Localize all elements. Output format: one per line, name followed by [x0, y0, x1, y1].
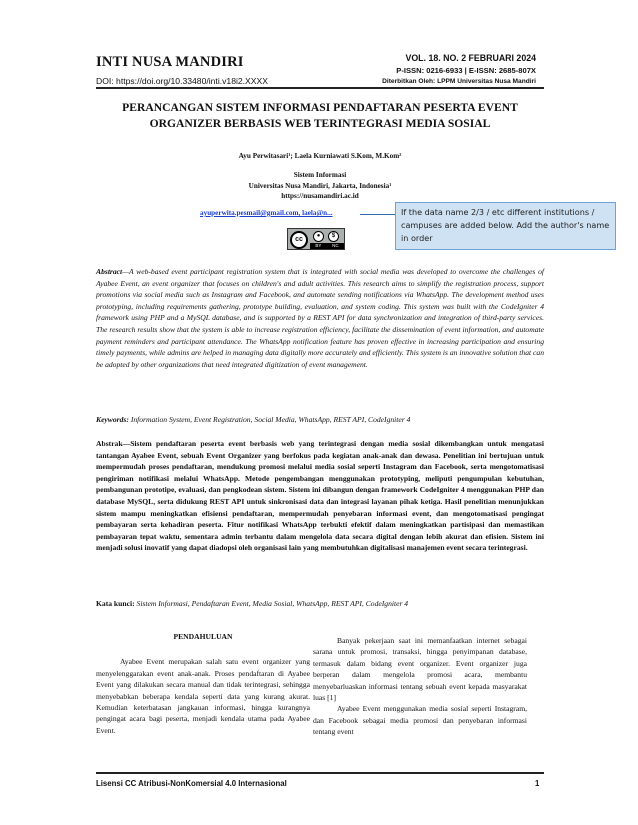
section-heading: PENDAHULUAN [173, 632, 233, 641]
cc-license-icon[interactable] [287, 228, 345, 250]
kata-kunci-label: Kata kunci: [96, 599, 135, 608]
author-list: Ayu Perwitasari¹; Laela Kurniawati S.Kom, M.Kom² [238, 152, 402, 160]
header-divider [96, 87, 544, 89]
publisher-info: Diterbitkan Oleh: LPPM Universitas Nusa Mandiri [382, 78, 536, 85]
footer-divider [96, 772, 544, 774]
affiliation-dept: Sistem Informasi [293, 171, 347, 179]
issn-info: P-ISSN: 0216-6933 | E-ISSN: 2685-807X [396, 66, 536, 75]
cc-logo-icon: cc [290, 231, 308, 249]
keywords-text: Information System, Event Registration, Social Media, WhatsApp, REST API, CodeIgniter 4 [130, 415, 411, 424]
abstrak-label: Abstrak [96, 439, 123, 448]
affiliation-university: Universitas Nusa Mandiri, Jakarta, Indonesia¹ [248, 181, 392, 190]
body-paragraph: Ayabee Event menggunakan media sosial seperti Instagram, dan Facebook sebagai media promosi dan penyebaran informasi tentang event [313, 704, 527, 737]
body-column-right [313, 635, 527, 738]
license-labels [310, 243, 344, 249]
review-comment-bubble[interactable]: If the data name 2/3 / etc different institutions / campuses are added below. Add the author's name in order [395, 202, 616, 250]
affiliation [96, 170, 544, 202]
by-label: BY [315, 243, 322, 248]
nc-dollar-icon: $ [328, 231, 339, 242]
kata-kunci-text: Sistem Informasi, Pendaftaran Event, Media Sosial, WhatsApp, REST API, CodeIgniter 4 [136, 599, 409, 608]
body-column-left [96, 631, 310, 736]
journal-name: INTI NUSA MANDIRI [96, 54, 244, 70]
page-number: 1 [535, 779, 540, 788]
nc-label: NC [332, 243, 339, 248]
body-paragraph: Ayabee Event merupakan salah satu event organizer yang menyelenggarakan event anak-anak. Proses pendaftaran di Ayabee Event yang dilakukan secara manual dan tidak terintegrasi, sehingga menyebabkan beberapa kendala seperti data yang kurang akurat. Kemudian keterbatasan jangkauan informasi, hingga kurangnya pengingat acara bagi peserta, menjadi kendala utama pada Ayabee Event. [96, 657, 310, 735]
abstrak-text: Sistem pendaftaran peserta event berbasis web yang terintegrasi dengan media sosial dikembangkan untuk mengatasi tantangan Ayabee Event, sebuah Event Organizer yang berfokus pada kegiatan anak-anak dan dewasa. Penelitian ini bertujuan untuk mempermudah proses pendaftaran, mendukung promosi melalui media sosial seperti Instagram dan Facebook, serta mengotomatisasi pengiriman notifikasi melalui WhatsApp. Metode pengembangan menggunakan prototyping, meliputi pengumpulan kebutuhan, pembangunan prototipe, evaluasi, dan pengkodean sistem. Sistem ini dibangun dengan framework CodeIgniter 4 menggunakan PHP dan database MySQL, serta didukung REST API untuk sinkronisasi data dan integrasi layanan pihak ketiga. Hasil penelitian menunjukkan sistem mampu meningkatkan efisiensi pendaftaran, mempermudah penyebaran informasi event, dan mengotomatisasi pengingat pembayaran serta kehadiran peserta. Fitur notifikasi WhatsApp terbukti efektif dalam meningkatkan partisipasi dan memastikan pembayaran tepat waktu, sementara admin terbantu dalam mengelola data secara digital dengan lebih akurat dan efisien. Sistem ini menjadi solusi inovatif yang dapat diadopsi oleh organisasi lain yang membutuhkan digitalisasi manajemen event secara terintegrasi. [96, 439, 544, 553]
footer-license: Lisensi CC Atribusi-NonKomersial 4.0 Internasional [96, 779, 287, 788]
paper-title: PERANCANGAN SISTEM INFORMASI PENDAFTARAN PESERTA EVENT ORGANIZER BERBASIS WEB TERINTEGRASI MEDIA SOSIAL [122, 101, 518, 130]
abstract-english: Abstract—A web-based event participant registration system that is integrated with social media was developed to overcome the challenges of Ayabee Event, an event organizer that focuses on children's and adult activities. This research aims to simplify the registration process, support promotions via social media such as Instagram and Facebook, and automate sending notifications via WhatsApp. The development method uses prototyping, including requirements gathering, prototype building, evaluation, and system coding. This system was built with the CodeIgniter 4 framework using PHP and a MySQL database, and is supported by a REST API for data synchronization and integration of third-party services. The research results show that the system is able to increase registration efficiency, facilitate the dissemination of event information, and automate payment reminders and participant attendance. The WhatsApp notification feature has proven effective in increasing participation and ensuring timely payments, while admins are helped in managing data digitally more accurately and efficiently. This system is an innovative solution that can be adopted by other organizations that need integrated digitization of event management. [96, 267, 544, 369]
doi-link[interactable]: DOI: https://doi.org/10.33480/inti.v18i2.XXXX [96, 76, 268, 86]
by-person-icon: ● [313, 231, 324, 242]
keywords-indonesian [96, 599, 544, 608]
abstract-indonesian: Abstrak—Sistem pendaftaran peserta event berbasis web yang terintegrasi dengan media sosial dikembangkan untuk mengatasi tantangan Ayabee Event, sebuah Event Organizer yang berfokus pada kegiatan anak-anak dan dewasa. Penelitian ini bertujuan untuk mempermudah proses pendaftaran, mendukung promosi melalui media sosial seperti Instagram dan Facebook, serta mengotomatisasi pengiriman notifikasi melalui WhatsApp. Metode pengembangan menggunakan prototyping, meliputi pengumpulan kebutuhan, pembangunan prototipe, evaluasi, dan pengkodean sistem. Sistem ini dibangun dengan framework CodeIgniter 4 menggunakan PHP dan database MySQL, serta didukung REST API untuk sinkronisasi data dan integrasi layanan pihak ketiga. Hasil penelitian menunjukkan sistem mampu meningkatkan efisiensi pendaftaran, mempermudah penyebaran informasi event, dan mengotomatisasi pengingat pembayaran serta kehadiran peserta. Fitur notifikasi WhatsApp terbukti efektif dalam meningkatkan partisipasi dan memastikan pembayaran tepat waktu, sementara admin terbantu dalam mengelola data secara digital dengan lebih akurat dan efisien. Sistem ini menjadi solusi inovatif yang dapat diadopsi oleh organisasi lain yang membutuhkan digitalisasi manajemen event secara terintegrasi. [96, 439, 544, 553]
body-paragraph: Banyak pekerjaan saat ini memanfaatkan internet sebagai sarana untuk promosi, transaksi, hingga penyimpanan database, termasuk dalam bidang event organizer. Event organizer juga berperan dalam mengelola promosi acara, membantu menyebarluaskan informasi tentang sebuah event kepada masyarakat luas [1] [313, 636, 527, 703]
comment-connector [360, 214, 396, 215]
affiliation-url[interactable]: https://nusamandiri.ac.id [281, 192, 359, 201]
volume-info: VOL. 18. NO. 2 FEBRUARI 2024 [405, 53, 536, 63]
keywords-label: Keywords: [96, 415, 129, 424]
author-email-link[interactable]: ayuperwita.pesmail@gmail.com, laela@n... [200, 209, 333, 217]
abstract-label: Abstract [96, 267, 123, 276]
keywords-english [96, 415, 544, 424]
abstract-text: A web-based event participant registration system that is integrated with social media was developed to overcome the challenges of Ayabee Event, an event organizer that focuses on children's and adult activities. This research aims to simplify the registration process, support promotions via social media such as Instagram and Facebook, and automate sending notifications via WhatsApp. The development method uses prototyping, including requirements gathering, prototype building, evaluation, and system coding. This system was built with the CodeIgniter 4 framework using PHP and a MySQL database, and is supported by a REST API for data synchronization and integration of third-party services. The research results show that the system is able to increase registration efficiency, facilitate the dissemination of event information, and automate payment reminders and participant attendance. The WhatsApp notification feature has proven effective in increasing participation and ensuring timely payments, while admins are helped in managing data digitally more accurately and efficiently. This system is an innovative solution that can be adopted by other organizations that need integrated digitization of event management. [96, 267, 544, 369]
